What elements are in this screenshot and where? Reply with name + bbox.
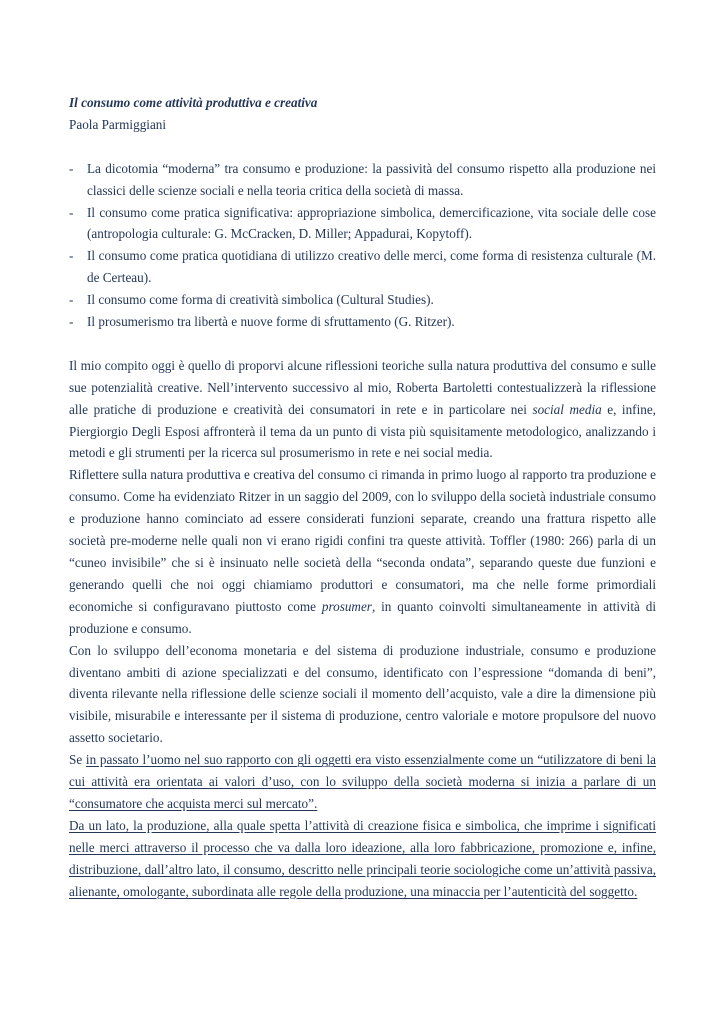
paragraph-production-vs-consumption: Da un lato, la produzione, alla quale spetta l’attività di creazione fisica e simbolica, che imprime i significati nelle merci attraverso il processo che va dalla loro ideazione, alla loro fabbricazione, promozione e, infine, distribuzione, dall’altro lato, il consumo, descritto nelle principali teorie sociologiche come un’attività passiva, alienante, omologante, subordinata alle regole della produzione, una minaccia per l’autenticità del soggetto. <box>69 817 656 899</box>
document-author: Paola Parmiggiani <box>69 116 167 132</box>
paragraph-intro <box>69 355 656 465</box>
paragraph-text: Riflettere sulla natura produttiva e creativa del consumo ci rimanda in primo luogo al rapporto tra produzione e consumo. Come ha evidenziato Ritzer in un saggio del 2009, con lo sviluppo della società industriale consumo e produzione hanno cominciato ad essere considerati funzioni separate, creando una frattura rispetto alle società pre-moderne nelle quali non vi erano rigidi confini tra queste attività. Toffler (1980: 266) parla di un “cuneo invisibile” che si è insinuato nelle società della “seconda ondata”, separando queste due funzioni e generando quelli che noi oggi chiamiamo produttori e consumatori, ma che nelle forme primordiali economiche si configuravano piuttosto come <box>69 467 657 614</box>
topic-text: Il consumo come forma di creatività simbolica (Cultural Studies). <box>87 292 434 308</box>
paragraph-text: Il mio compito oggi è quello di proporvi alcune riflessioni teoriche sulla natura produttiva del consumo e sulle sue potenzialità creative. Nell’intervento successivo al mio, Roberta Bartoletti contestualizzerà la riflessione alle pratiche di produzione e creatività dei consumatori in rete e in particolare nei <box>69 357 656 417</box>
bullet-dash: - <box>69 248 74 264</box>
paragraph-monetary-economy: Con lo sviluppo dell’economa monetaria e del sistema di produzione industriale, consumo e produzione diventano ambiti di azione specializzati e del consumo, identificato con l’espressione “domanda di beni”, diventa rilevante nella riflessione delle scienze sociali il momento dell’acquisto, vale a dire la dimensione più visibile, misurabile e interessante per il sistema di produzione, centro valoriale e motore propulsore del nuovo assetto societario. <box>69 642 656 746</box>
topic-item <box>69 289 656 311</box>
topic-text: Il consumo come pratica significativa: appropriazione simbolica, demercificazione, vita sociale delle cose (antropologia culturale: G. McCracken, D. Miller; Appadurai, Kopytoff). <box>87 204 656 242</box>
bullet-dash: - <box>69 314 74 330</box>
topic-item <box>69 158 656 202</box>
paragraph-text: , in quanto coinvolti simultaneamente in attività di produzione e consumo. <box>69 598 656 636</box>
topic-text: La dicotomia “moderna” tra consumo e produzione: la passività del consumo rispetto alla produzione nei classici delle scienze sociali e nella teoria critica della società di massa. <box>87 160 656 198</box>
document-title: Il consumo come attività produttiva e creativa <box>69 95 318 110</box>
bullet-dash: - <box>69 204 74 220</box>
topic-item <box>69 311 656 333</box>
topic-item <box>69 202 656 246</box>
paragraph-text: Se <box>69 752 86 768</box>
document-page <box>69 92 656 903</box>
spacer <box>69 136 656 158</box>
paragraph-production-consumption <box>69 464 656 639</box>
topic-text: Il prosumerismo tra libertà e nuove forme di sfruttamento (G. Ritzer). <box>87 314 455 330</box>
emphasis-text: social media <box>532 401 602 417</box>
topic-text: Il consumo come pratica quotidiana di utilizzo creativo delle merci, come forma di resistenza culturale (M. de Certeau). <box>87 248 656 286</box>
bullet-dash: - <box>69 160 74 176</box>
topic-list <box>69 158 656 333</box>
paragraph-past-modern <box>69 749 656 815</box>
bullet-dash: - <box>69 292 74 308</box>
paragraph-text: e, infine, Piergiorgio Degli Esposi affronterà il tema da un punto di vista più squisitamente metodologico, analizzando i metodi e gli strumenti per la ricerca sul prosumerismo in rete e nei social media. <box>69 401 656 461</box>
spacer <box>69 333 656 355</box>
topic-item <box>69 245 656 289</box>
underlined-text: in passato l’uomo nel suo rapporto con gli oggetti era visto essenzialmente come un “utilizzatore di beni la cui attività era orientata ai valori d’uso, con lo sviluppo della società moderna si inizia a parlare di un “consumatore che acquista merci sul mercato”. <box>69 752 657 811</box>
emphasis-text: prosumer <box>321 598 372 614</box>
